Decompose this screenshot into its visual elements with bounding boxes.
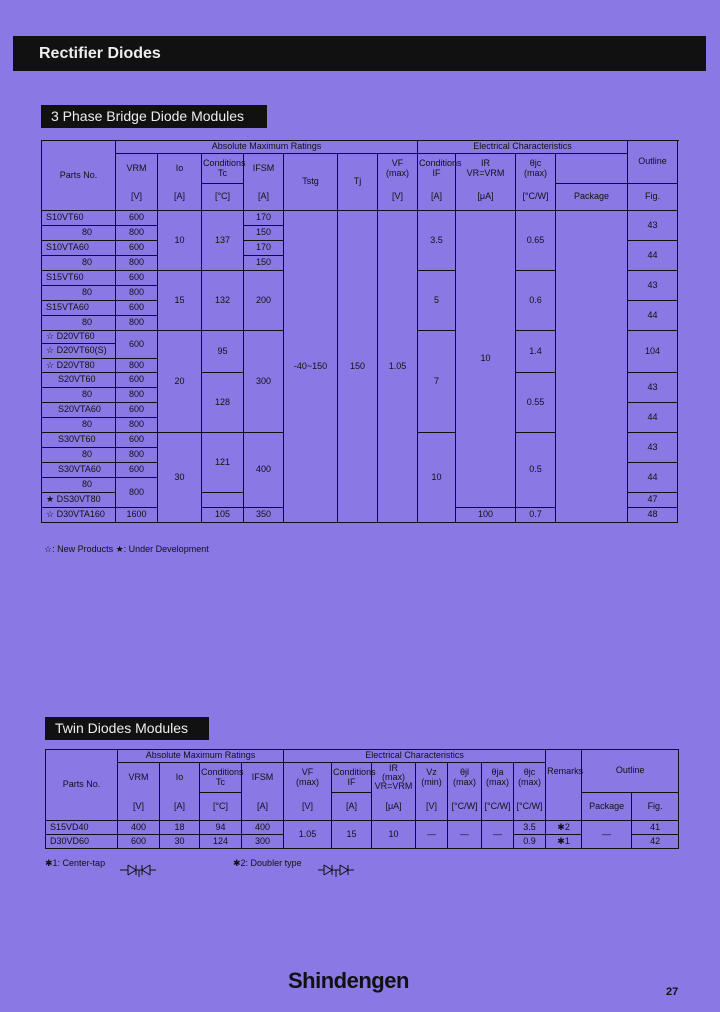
col-cond (202, 154, 244, 184)
unit-ifsm: [A] (244, 184, 284, 211)
fig-cell: 44 (628, 241, 678, 271)
thjc-cell: 0.5 (516, 433, 556, 508)
thjl-max: (max) (453, 776, 477, 787)
vrm-cell: 800 (116, 316, 158, 331)
tc-cell: 121 (202, 433, 244, 493)
col-io: Io (158, 154, 202, 184)
if-cell: 15 (332, 821, 372, 849)
part-no: 80 (42, 478, 116, 493)
tc-cell: 105 (202, 508, 244, 523)
part-no: S20VTA60 (42, 403, 116, 418)
tc-cell (202, 493, 244, 508)
vrm-cell: 1600 (116, 508, 158, 523)
package-cell: — (582, 821, 632, 849)
thjc-cell: 0.65 (516, 211, 556, 271)
col-tstg: Tstg (284, 154, 338, 211)
part-no: S15VD40 (46, 821, 118, 835)
vf-label: VF (391, 158, 404, 169)
part-no: S15VTA60 (42, 301, 116, 316)
tc-cell: 124 (200, 835, 242, 849)
tc-cell: 137 (202, 211, 244, 271)
ifsm-cell: 200 (244, 271, 284, 331)
part-no: S10VT60 (42, 211, 116, 226)
vrm-cell: 800 (116, 478, 158, 508)
cond-label: Conditions (203, 158, 246, 169)
unit-thjc: [°C/W] (514, 793, 546, 821)
unit-tc: [°C] (202, 184, 244, 211)
unit-vf: [V] (284, 793, 332, 821)
unit-if: [A] (332, 793, 372, 821)
vrm-cell: 600 (116, 271, 158, 286)
vrm-cell: 600 (116, 331, 158, 359)
fig-cell: 44 (628, 463, 678, 493)
unit-ir: [μA] (372, 793, 416, 821)
ir-max: (max) (382, 772, 406, 783)
part-no: 80 (42, 316, 116, 331)
ir-label: IR (481, 158, 490, 169)
ir-cond: VR=VRM (466, 167, 505, 178)
group-outline: Outline (582, 750, 679, 793)
col-thjl (448, 763, 482, 793)
vf-cell: 1.05 (284, 821, 332, 849)
vrm-cell: 800 (116, 418, 158, 433)
tc-cell: 95 (202, 331, 244, 373)
col-package: Package (582, 793, 632, 821)
tc-cell: 132 (202, 271, 244, 331)
if-label: IF (432, 167, 441, 178)
thjc-label: θjc (529, 158, 542, 169)
part-no: 80 (42, 286, 116, 301)
vrm-cell: 600 (118, 835, 160, 849)
brand-logo: Shindengen (288, 968, 409, 993)
tc-cell: 128 (202, 373, 244, 433)
remarks-cell: ✱1 (546, 835, 582, 849)
thjc-max: (max) (518, 776, 542, 787)
col-ir (372, 763, 416, 793)
vf-label: VF (301, 767, 314, 778)
ir-cell: 10 (456, 211, 516, 508)
if-cell: 10 (418, 433, 456, 523)
page-number: 27 (666, 986, 679, 998)
col-vf (378, 154, 418, 184)
col-tj: Tj (338, 154, 378, 211)
unit-vrm: [V] (118, 793, 160, 821)
group-amr: Absolute Maximum Ratings (116, 141, 418, 154)
thja-label: θja (491, 767, 504, 778)
vz-label: Vz (426, 767, 437, 778)
unit-vf: [V] (378, 184, 418, 211)
col-thjc (516, 154, 556, 184)
col-vf (284, 763, 332, 793)
fig-cell: 44 (628, 301, 678, 331)
vrm-cell: 800 (116, 286, 158, 301)
ir-label: IR (389, 762, 399, 773)
remarks-cell: ✱2 (546, 821, 582, 835)
ec-cond-label: Conditions (333, 767, 376, 778)
thjl-label: θjl (460, 767, 470, 778)
vz-min: (min) (421, 776, 442, 787)
col-ec-cond (418, 154, 462, 184)
unit-if: [A] (418, 184, 456, 211)
fig-cell: 43 (628, 271, 678, 301)
fig-cell: 48 (628, 508, 678, 523)
part-no: ☆ D20VT80 (42, 359, 116, 373)
fig-cell: 41 (632, 821, 679, 835)
vrm-cell: 600 (116, 211, 158, 226)
group-outline: Outline (628, 141, 678, 184)
part-no: 80 (42, 448, 116, 463)
unit-vz: [V] (416, 793, 448, 821)
col-io: Io (160, 763, 200, 793)
legend-note: ☆: New Products ★: Under Development (44, 544, 209, 554)
ifsm-cell: 150 (244, 256, 284, 271)
part-no: S15VT60 (42, 271, 116, 286)
io-cell: 20 (158, 331, 202, 433)
fig-cell: 43 (628, 373, 678, 403)
ifsm-cell: 400 (242, 821, 284, 835)
vf-max: (max) (386, 167, 409, 178)
vrm-cell: 600 (116, 463, 158, 478)
ifsm-cell: 300 (242, 835, 284, 849)
ec-cond-label: Conditions (419, 158, 462, 169)
tc-label: Tc (216, 776, 225, 787)
if-cell: 5 (418, 271, 456, 331)
thjc-cell: 0.6 (516, 271, 556, 331)
vrm-cell: 600 (116, 403, 158, 418)
section-title-3phase: 3 Phase Bridge Diode Modules (41, 105, 267, 128)
fig-cell: 42 (632, 835, 679, 849)
ir-cell: 100 (456, 508, 516, 523)
col-fig: Fig. (628, 184, 678, 211)
col-fig: Fig. (632, 793, 679, 821)
unit-ir: [μA] (456, 184, 516, 211)
note-doubler-text: ✱2: Doubler type (233, 858, 302, 868)
fig-cell: 44 (628, 403, 678, 433)
section-title-twin: Twin Diodes Modules (45, 717, 209, 740)
part-no: 80 (42, 256, 116, 271)
fig-cell: 47 (628, 493, 678, 508)
ir-cell: 10 (372, 821, 416, 849)
vrm-cell: 800 (116, 226, 158, 241)
note-center-tap (45, 858, 105, 869)
fig-cell: 104 (628, 331, 678, 373)
col-vz (416, 763, 448, 793)
thjc-cell: 1.4 (516, 331, 556, 373)
part-no: ☆ D20VT60(S) (42, 344, 116, 359)
twin-table (45, 749, 679, 849)
unit-thjl: [°C/W] (448, 793, 482, 821)
vrm-cell: 800 (116, 448, 158, 463)
vrm-cell: 600 (116, 433, 158, 448)
fig-cell: 43 (628, 433, 678, 463)
vrm-cell: 800 (116, 256, 158, 271)
col-parts: Parts No. (42, 141, 116, 211)
ifsm-cell: 350 (244, 508, 284, 523)
col-remarks: Remarks (546, 750, 582, 793)
ifsm-cell: 300 (244, 331, 284, 433)
col-cond (200, 763, 242, 793)
thja-cell: — (482, 821, 514, 849)
ir-cond: VR=VRM (374, 781, 413, 792)
vrm-cell: 600 (116, 301, 158, 316)
vrm-cell: 400 (118, 821, 160, 835)
ifsm-cell: 170 (244, 211, 284, 226)
note-center-tap-text: ✱1: Center-tap (45, 858, 106, 868)
vrm-cell: 600 (116, 373, 158, 388)
col-parts: Parts No. (46, 750, 118, 821)
tstg-cell: -40~150 (284, 211, 338, 523)
ifsm-cell: 400 (244, 433, 284, 508)
doubler-diode-icon (316, 862, 356, 878)
vrm-cell: 800 (116, 359, 158, 373)
ifsm-cell: 170 (244, 241, 284, 256)
page-header (13, 36, 706, 71)
fig-cell: 43 (628, 211, 678, 241)
col-package: Package (556, 184, 628, 211)
part-no: S30VTA60 (42, 463, 116, 478)
thjc-cell: 0.9 (514, 835, 546, 849)
ifsm-cell: 150 (244, 226, 284, 241)
unit-thjc: [°C/W] (516, 184, 556, 211)
unit-vrm: [V] (116, 184, 158, 211)
part-no: ☆ D20VT60 (42, 331, 116, 344)
tc-cell: 94 (200, 821, 242, 835)
group-ec: Electrical Characteristics (418, 141, 628, 154)
page-title: Rectifier Diodes (39, 45, 161, 62)
unit-io: [A] (158, 184, 202, 211)
thja-max: (max) (486, 776, 510, 787)
group-amr: Absolute Maximum Ratings (118, 750, 284, 763)
unit-remarks (546, 793, 582, 821)
io-cell: 30 (158, 433, 202, 523)
col-vrm: VRM (118, 763, 160, 793)
part-no: 80 (42, 226, 116, 241)
part-no: S20VT60 (42, 373, 116, 388)
if-cell: 7 (418, 331, 456, 433)
vf-cell: 1.05 (378, 211, 418, 523)
part-no: 80 (42, 388, 116, 403)
vf-max: (max) (296, 776, 320, 787)
tc-label: Tc (218, 167, 227, 178)
io-cell: 10 (158, 211, 202, 271)
part-no: ☆ D30VTA160 (42, 508, 116, 523)
thjl-cell: — (448, 821, 482, 849)
group-ec: Electrical Characteristics (284, 750, 546, 763)
col-ifsm: IFSM (242, 763, 284, 793)
thjc-max: (max) (524, 167, 547, 178)
vz-cell: — (416, 821, 448, 849)
unit-io: [A] (160, 793, 200, 821)
unit-tc: [°C] (200, 793, 242, 821)
part-no: ★ DS30VT80 (42, 493, 116, 508)
thjc-cell: 3.5 (514, 821, 546, 835)
col-ir (456, 154, 516, 184)
unit-thja: [°C/W] (482, 793, 514, 821)
col-thja (482, 763, 514, 793)
col-ifsm: IFSM (244, 154, 284, 184)
if-cell: 3.5 (418, 211, 456, 271)
part-no: S10VTA60 (42, 241, 116, 256)
col-thjc (514, 763, 546, 793)
col-vrm: VRM (116, 154, 158, 184)
tj-cell: 150 (338, 211, 378, 523)
part-no: D30VD60 (46, 835, 118, 849)
thjc-label: θjc (523, 767, 536, 778)
vrm-cell: 800 (116, 388, 158, 403)
col-ec-cond (332, 763, 376, 793)
cond-label: Conditions (201, 767, 244, 778)
part-no: S30VT60 (42, 433, 116, 448)
package-cell (556, 211, 628, 523)
io-cell: 15 (158, 271, 202, 331)
unit-ifsm: [A] (242, 793, 284, 821)
if-label: IF (347, 776, 356, 787)
io-cell: 30 (160, 835, 200, 849)
io-cell: 18 (160, 821, 200, 835)
note-doubler (233, 858, 302, 869)
3phase-table (41, 140, 678, 523)
thjc-cell: 0.7 (516, 508, 556, 523)
center-tap-diode-icon (118, 862, 158, 878)
thjc-cell: 0.55 (516, 373, 556, 433)
vrm-cell: 600 (116, 241, 158, 256)
part-no: 80 (42, 418, 116, 433)
